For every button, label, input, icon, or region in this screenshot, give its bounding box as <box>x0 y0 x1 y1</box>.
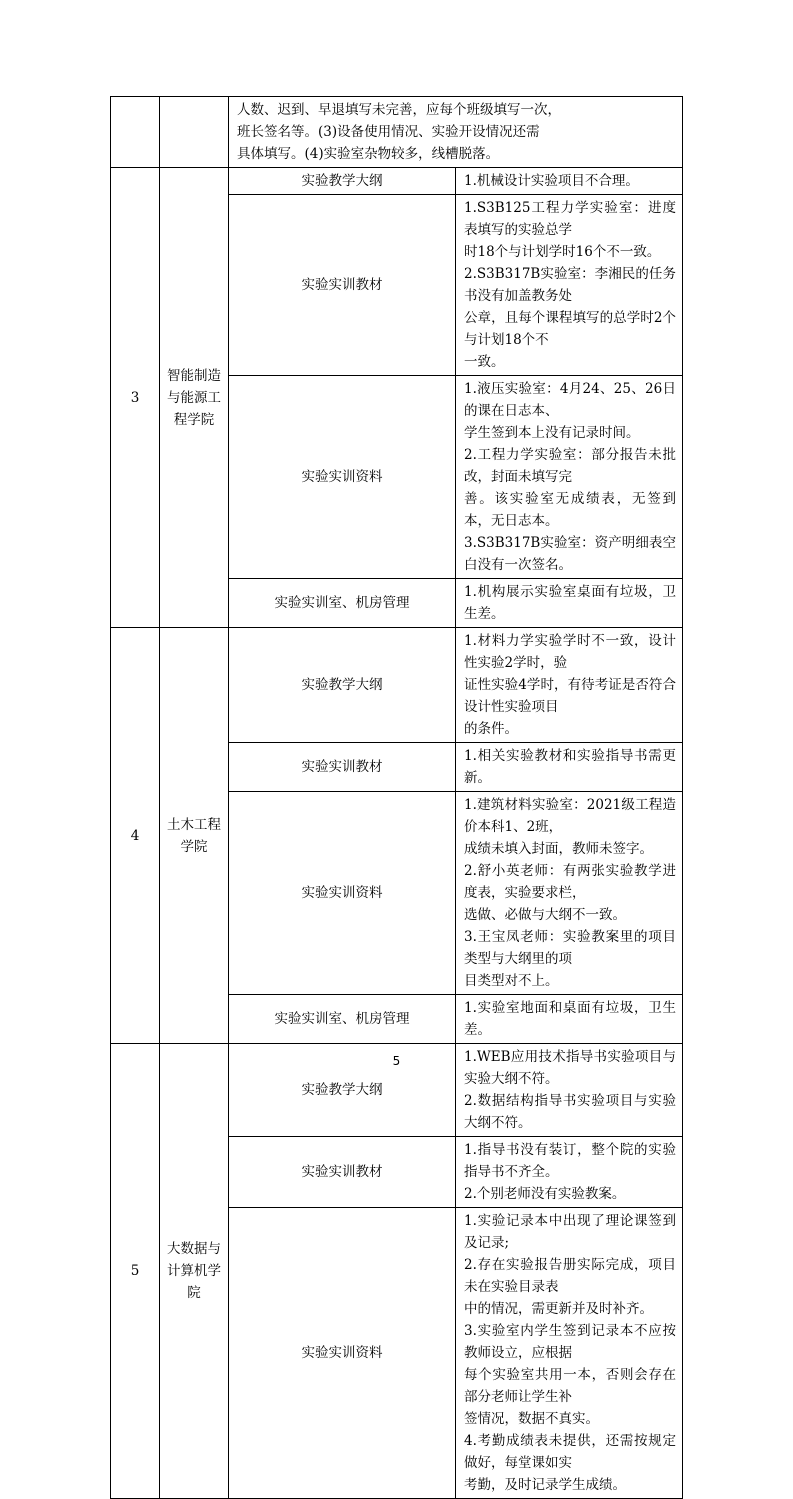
content-line: 成绩未填入封面，教师未签字。 <box>464 841 653 857</box>
category-cell: 实验教学大纲 <box>229 1044 456 1137</box>
content-line: 2.工程力学实验室：部分报告未批改，封面未填写完 <box>464 447 676 485</box>
content-line: 选做、必做与大纲不一致。 <box>464 907 626 923</box>
college-name-cell: 智能制造与能源工程学院 <box>160 168 229 628</box>
content-line: 具体填写。(4)实验室杂物较多，线槽脱落。 <box>237 146 500 162</box>
content-line: 一致。 <box>464 354 505 370</box>
content-line: 目类型对不上。 <box>464 973 559 989</box>
content-line: 每个实验室共用一本，否则会存在部分老师让学生补 <box>464 1367 676 1405</box>
issue-content-cell <box>456 743 683 792</box>
issue-content-cell <box>456 195 683 376</box>
content-line: 3.王宝凤老师：实验教案里的项目类型与大纲里的项 <box>464 929 676 967</box>
content-line: 人数、迟到、早退填写未完善，应每个班级填写一次， <box>237 102 561 118</box>
content-line: 善。该实验室无成绩表，无签到本，无日志本。 <box>464 491 676 529</box>
college-cell <box>160 97 229 168</box>
content-line: 的条件。 <box>464 721 518 737</box>
category-cell: 实验实训室、机房管理 <box>229 995 456 1044</box>
issue-content-cell <box>456 792 683 995</box>
category-cell: 实验实训资料 <box>229 376 456 579</box>
content-line: 4.考勤成绩表未提供，还需按规定做好，每堂课如实 <box>464 1433 676 1471</box>
content-line: 2.存在实验报告册实际完成，项目未在实验目录表 <box>464 1257 676 1295</box>
category-cell: 实验教学大纲 <box>229 628 456 743</box>
content-line: 3.实验室内学生签到记录本不应按教师设立，应根据 <box>464 1323 676 1361</box>
content-line: 学生签到本上没有记录时间。 <box>464 425 640 441</box>
content-line: 班长签名等。(3)设备使用情况、实验开设情况还需 <box>237 124 540 140</box>
content-line: 2.个别老师没有实验教案。 <box>464 1186 626 1202</box>
row-number-cell: 5 <box>111 1044 160 1499</box>
content-line: 1.液压实验室：4月24、25、26日的课在日志本、 <box>464 381 676 419</box>
row-number-cell: 4 <box>111 628 160 1044</box>
issue-content-cell <box>456 1137 683 1208</box>
content-line: 中的情况，需更新并及时补齐。 <box>464 1301 653 1317</box>
college-name-cell: 大数据与计算机学院 <box>160 1044 229 1499</box>
content-line: 1.相关实验教材和实验指导书需更新。 <box>464 748 676 786</box>
table-row <box>111 628 683 743</box>
content-line: 公章，且每个课程填写的总学时2个与计划18个不 <box>464 310 676 348</box>
content-line: 1.实验记录本中出现了理论课签到及记录; <box>464 1213 676 1251</box>
content-line: 时18个与计划学时16个不一致。 <box>464 244 661 260</box>
content-line: 1.建筑材料实验室：2021级工程造价本科1、2班， <box>464 797 676 835</box>
content-line: 证性实验4学时，有待考证是否符合设计性实验项目 <box>464 677 676 715</box>
inspection-table <box>110 96 683 1499</box>
issue-content-cell <box>456 579 683 628</box>
content-line: 1.指导书没有装订，整个院的实验指导书不齐全。 <box>464 1142 676 1180</box>
content-line: 2.舒小英老师：有两张实验教学进度表，实验要求栏， <box>464 863 676 901</box>
issue-content-cell <box>456 1208 683 1499</box>
issue-content-cell <box>456 628 683 743</box>
content-line: 1.机械设计实验项目不合理。 <box>464 173 639 189</box>
content-line: 1.WEB应用技术指导书实验项目与实验大纲不符。 <box>464 1049 676 1087</box>
content-line: 1.机构展示实验室桌面有垃圾，卫生差。 <box>464 584 676 622</box>
category-cell: 实验实训教材 <box>229 743 456 792</box>
row-number-cell <box>111 97 160 168</box>
category-cell: 实验教学大纲 <box>229 168 456 195</box>
content-line: 签情况，数据不真实。 <box>464 1411 599 1427</box>
category-cell: 实验实训教材 <box>229 1137 456 1208</box>
issue-content-cell <box>456 168 683 195</box>
content-line: 1.实验室地面和桌面有垃圾，卫生差。 <box>464 1000 676 1038</box>
college-name-cell: 土木工程学院 <box>160 628 229 1044</box>
category-cell: 实验实训资料 <box>229 1208 456 1499</box>
table-row-continuation <box>111 97 683 168</box>
page-number: 5 <box>392 1054 401 1068</box>
content-line: 1.材料力学实验学时不一致，设计性实验2学时，验 <box>464 633 676 671</box>
content-line: 1.S3B125工程力学实验室：进度表填写的实验总学 <box>464 200 676 238</box>
issue-content-cell <box>229 97 683 168</box>
category-cell: 实验实训教材 <box>229 195 456 376</box>
content-line: 3.S3B317B实验室：资产明细表空白没有一次签名。 <box>464 535 676 573</box>
issue-content-cell <box>456 995 683 1044</box>
category-cell: 实验实训室、机房管理 <box>229 579 456 628</box>
content-line: 2.数据结构指导书实验项目与实验大纲不符。 <box>464 1093 676 1131</box>
content-line: 考勤，及时记录学生成绩。 <box>464 1477 626 1493</box>
category-cell: 实验实训资料 <box>229 792 456 995</box>
content-line: 2.S3B317B实验室：李湘民的任务书没有加盖教务处 <box>464 266 676 304</box>
issue-content-cell <box>456 376 683 579</box>
table-row <box>111 168 683 195</box>
row-number-cell: 3 <box>111 168 160 628</box>
